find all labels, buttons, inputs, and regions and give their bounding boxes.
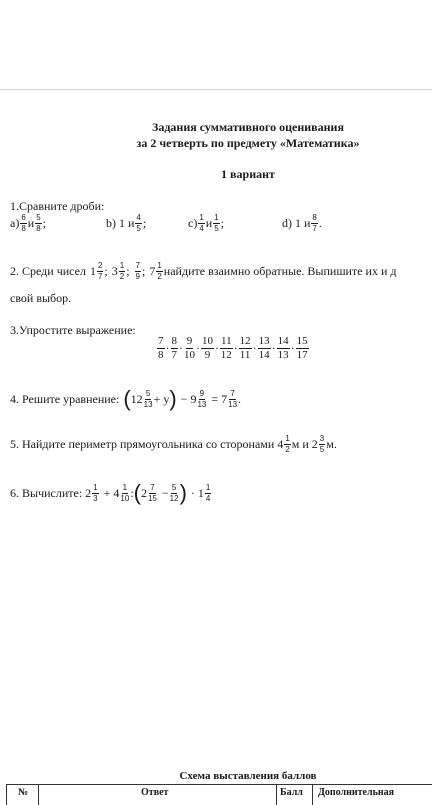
plus-term: + 4 [103,485,120,500]
fraction: $\frac{7}{9}$ [135,261,140,281]
fraction: $\frac{1}{4}$ [205,482,211,503]
fraction: $\frac{5}{8}$ [36,213,41,233]
fraction: $\frac{7}{13}$ [228,388,238,409]
dot: · [290,341,295,355]
task1-d-label: d) 1 и [282,216,311,230]
fraction: $\frac{1}{10}$ [120,482,130,503]
task1-a-label: а) [10,216,20,230]
fraction: $\frac{6}{8}$ [21,213,26,233]
close-paren: ) [179,480,187,505]
fraction: $\frac{8}{7}$ [171,335,177,361]
dot: · [271,341,276,355]
table-border [276,785,277,805]
fraction: $\frac{1}{3}$ [93,482,98,503]
fraction: $\frac{11}{12}$ [220,335,232,361]
whole-part: 12 [130,391,143,406]
task2-rest: найдите взаимно обратные. Выпишите их и д [163,264,397,278]
task1-c-label: c) [188,216,198,230]
task6-line [10,482,212,504]
dot: · [165,341,170,355]
task1-b-label: b) 1 и [106,216,135,230]
multiply-term: · 1 [190,485,204,500]
task1-c [188,214,224,233]
whole-part: 7 [149,264,156,278]
fraction: $\frac{4}{5}$ [136,213,141,233]
plus-y: + y [153,391,170,406]
punct: . [318,216,322,230]
dot: · [196,341,200,355]
blank-top-area [0,0,432,90]
fraction: $\frac{5}{12}$ [169,482,179,503]
equals-term: = 7 [211,391,228,406]
fraction: $\frac{14}{13}$ [277,335,289,361]
whole-part: 1 [89,264,96,278]
dot: · [215,341,219,355]
doc-title-line1: Задания суммативного оценивания [152,120,344,134]
scheme-table [6,784,432,805]
minus-sign: − [161,485,169,500]
col-header-additional: Дополнительная [318,787,395,798]
col-header-answer: Ответ [141,787,169,798]
task3-expression [156,336,310,361]
task1-title: 1.Сравните дроби: [10,199,105,213]
fraction: $\frac{7}{8}$ [158,335,164,361]
colon: : [130,485,134,500]
close-paren: ) [169,386,177,411]
whole-part: 2 [140,485,147,500]
dot: · [179,341,183,355]
punct: ; [220,216,224,230]
punct: ; [126,264,130,278]
scheme-title: Схема выставления баллов [179,770,317,782]
minus-term: − 9 [180,391,197,406]
doc-title-line2: за 2 четверть по предмету «Математика» [136,136,360,150]
task2-prefix: 2. Среди чисел [10,264,86,278]
punct: м. [326,437,337,451]
task5-line [10,435,337,454]
dot: · [233,341,238,355]
task6-prefix: 6. Вычислите: 2 [10,485,92,500]
fraction: $\frac{5}{13}$ [143,388,153,409]
task4-prefix: 4. Решите уравнение: [10,391,120,406]
col-header-score: Балл [280,787,303,798]
fraction: $\frac{7}{15}$ [147,482,157,503]
task5-prefix: 5. Найдите периметр прямоугольника со сторонами 4 [10,437,284,451]
conjunction: и [205,216,213,230]
conjunction: и [27,216,35,230]
fraction: $\frac{8}{7}$ [312,213,317,233]
fraction: $\frac{1}{2}$ [119,261,125,281]
fraction: $\frac{1}{2}$ [157,261,162,281]
variant-title: 1 вариант [221,167,275,181]
fraction: $\frac{9}{13}$ [197,388,207,409]
task2-line1 [10,262,397,281]
punct: ; [104,264,108,278]
table-border [312,785,313,805]
open-paren: ( [123,386,131,411]
fraction: $\frac{1}{2}$ [285,434,290,454]
task1-a [10,214,46,233]
table-border [6,785,7,805]
task3-title: 3.Упростите выражение: [10,323,136,337]
task1-b [106,214,146,233]
task2-line2: свой выбор. [10,291,72,305]
fraction: $\frac{10}{9}$ [202,335,213,361]
fraction: $\frac{3}{5}$ [319,434,325,454]
fraction: $\frac{13}{14}$ [258,335,270,361]
fraction: $\frac{2}{7}$ [97,261,103,281]
fraction: $\frac{12}{11}$ [239,335,251,361]
task5-mid: м и 2 [291,437,318,451]
dot: · [252,341,257,355]
fraction: $\frac{1}{5}$ [214,213,219,233]
col-header-number: № [18,787,29,798]
fraction: $\frac{1}{4}$ [199,213,204,233]
punct: ; [42,216,46,230]
table-border [38,785,39,805]
punct: ; [142,216,147,230]
fraction: $\frac{15}{17}$ [296,335,308,361]
punct: . [238,391,242,406]
task4-line [10,388,241,410]
task1-d [282,214,322,233]
open-paren: ( [133,480,141,505]
whole-part: 3 [111,264,118,278]
fraction: $\frac{9}{10}$ [184,335,195,361]
punct: ; [142,264,146,278]
